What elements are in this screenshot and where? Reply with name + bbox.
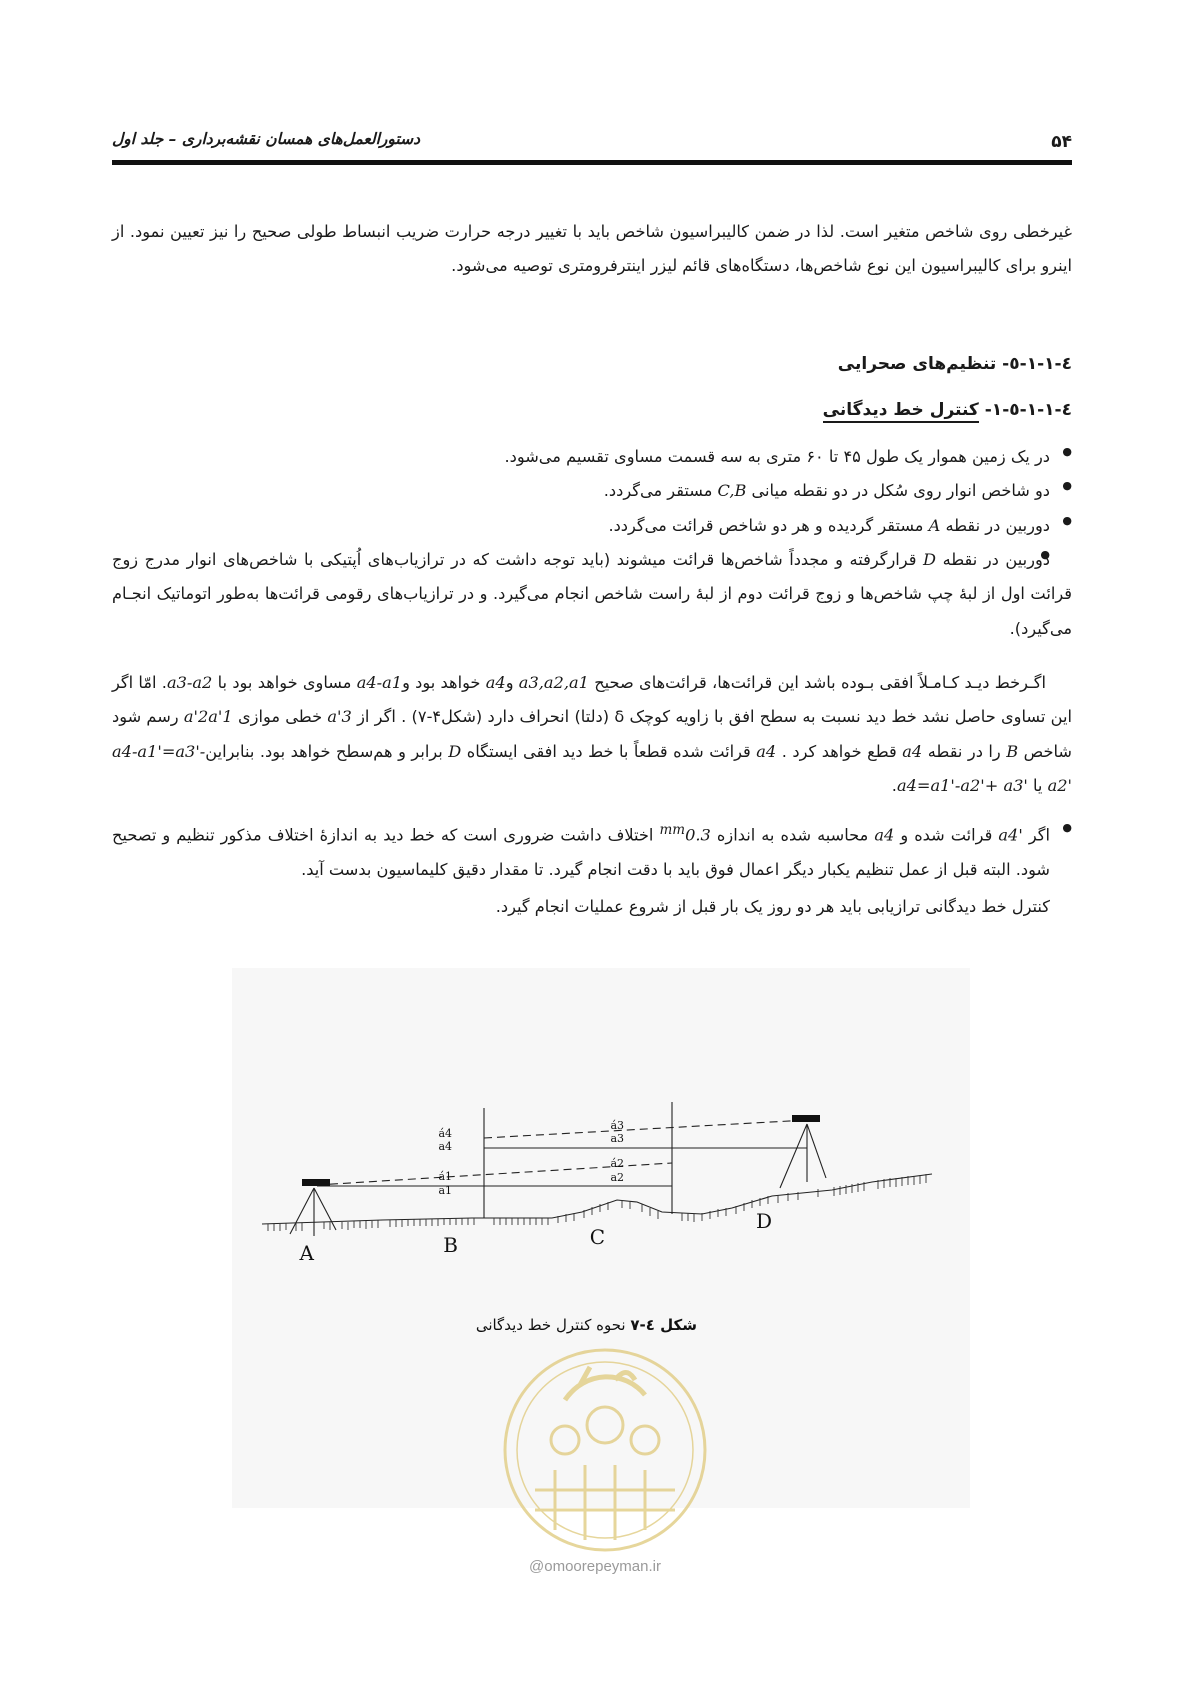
watermark-url: @omoorepeyman.ir [529, 1558, 661, 1575]
stamp-script [565, 1367, 645, 1400]
header-title: دستورالعمل‌های همسان نقشه‌برداری – جلد اول [112, 130, 420, 148]
final-paragraph: کنترل خط دیدگانی ترازیابی باید هر دو روز یک بار قبل از شروع عملیات انجام گیرد. [495, 897, 1050, 916]
reading-a1: a1 [438, 1184, 452, 1197]
list-item: ● دوربین در نقطه D قرارگرفته و مجدداً شاخص‌ها قرائت میشوند (باید توجه داشت که در ترازیاب‌های اُپتیکی با شاخص‌های انوار مدرج زوج قرائت اول از لبهٔ چپ شاخص‌ها و زوج قرائت دوم از لبهٔ راست شاخص انجام می‌گیرد. و در ترازیاب‌های رقومی قرائت‌ها به‌طور اتوماتیک انجـام می‌گیرد). [112, 543, 1072, 646]
station-d-label: D [755, 1209, 772, 1233]
reading-a4: a4 [438, 1140, 452, 1153]
reading-a1-prime: á1 [438, 1170, 452, 1183]
page-number: ۵۴ [1051, 132, 1072, 152]
list-item: ● در یک زمین هموار یک طول ۴۵ تا ۶۰ متری به سه قسمت مساوی تقسیم می‌شود. [112, 440, 1072, 474]
list-item: ● اگر a4' قرائت شده و a4 محاسبه شده به اندازه $0.3^{mm}$ اختلاف داشت ضروری است که خط دید به اندازهٔ اختلاف مذکور تنظیم و تصحیح شود. البته قبل از عمل تنظیم یکبار دیگر اعمال فوق باید با دقت انجام گیرد. تا مقدار دقیق کلیماسیون بدست آید. [112, 816, 1072, 887]
tripod-d-leg [807, 1124, 826, 1178]
procedure-list [112, 440, 1072, 646]
reading-a4-prime: á4 [438, 1127, 452, 1140]
figure-caption-text: نحوه کنترل خط دیدگانی [475, 1316, 631, 1334]
station-c-label: C [589, 1225, 605, 1249]
watermark-stamp [495, 1340, 715, 1560]
station-a-label: A [299, 1241, 314, 1265]
station-b-label: B [443, 1233, 458, 1257]
figure-caption [476, 1316, 697, 1334]
list-item: ● دوربین در نقطه A مستقر گردیده و هر دو شاخص قرائت می‌گردد. [112, 509, 1072, 543]
level-instrument-a [302, 1179, 330, 1186]
tripod-d-leg [780, 1124, 807, 1188]
staff-readings [438, 1119, 624, 1197]
reading-a3-prime: á3 [610, 1119, 624, 1132]
subsection-title: کنترل خط دیدگانی [823, 400, 979, 423]
header-rule [112, 160, 1072, 165]
explanation-paragraph: اگـرخط دیـد کـامـلاً افقی بـوده باشد این قرائت‌ها، قرائت‌های صحیح a3,a2,a1 وa4 خواهد بود وa4-a1 مساوی خواهد بود با a3-a2. امّا اگر این تساوی حاصل نشد خط دید نسبت به سطح افق با زاویه کوچک δ (دلتا) انحراف دارد (شکل۴-۷) . اگر از a'3 خطی موازی a'2a'1 رسم شود شاخص B را در نقطه a4 قطع خواهد کرد . a4 قرائت شده قطعاً با خط دید افقی ایستگاه D برابر و هم‌سطح خواهد بود. بنابراینa4-a1'=a3'-a2' یا a4=a1'-a2'+ a3'. [112, 673, 1072, 796]
subsection-number: ٤-١-١-٥-١- [978, 400, 1072, 420]
station-labels [299, 1209, 772, 1265]
sight-line-d-inclined [484, 1120, 807, 1138]
figure-caption-number: شکل ٤-۷ [630, 1316, 697, 1334]
reading-a2: a2 [610, 1171, 624, 1184]
page-header [112, 130, 1072, 164]
level-instrument-d [792, 1115, 820, 1122]
reading-a2-prime: á2 [610, 1157, 624, 1170]
list-item: ● دو شاخص انوار روی سُکل در دو نقطه میانی C,B مستقر می‌گردد. [112, 474, 1072, 508]
subsection-heading [823, 400, 1072, 420]
tripod-a-leg [314, 1188, 336, 1230]
adjustment-note-list [112, 816, 1072, 887]
ground-hatching [268, 1174, 926, 1231]
ground-profile [262, 1174, 932, 1224]
reading-a3: a3 [610, 1132, 624, 1145]
section-heading: ٤-١-١-٥- تنظیم‌های صحرایی [837, 354, 1072, 374]
intro-paragraph: غیرخطی روی شاخص متغیر است. لذا در ضمن کالیبراسیون شاخص باید با تغییر درجه حرارت ضریب انبساط طولی صحیح را نیز تعیین نمود. از اینرو برای کالیبراسیون این نوع شاخص‌ها، دستگاه‌های قائم لیزر اینترفرومتری توصیه می‌شود. [112, 222, 1072, 276]
